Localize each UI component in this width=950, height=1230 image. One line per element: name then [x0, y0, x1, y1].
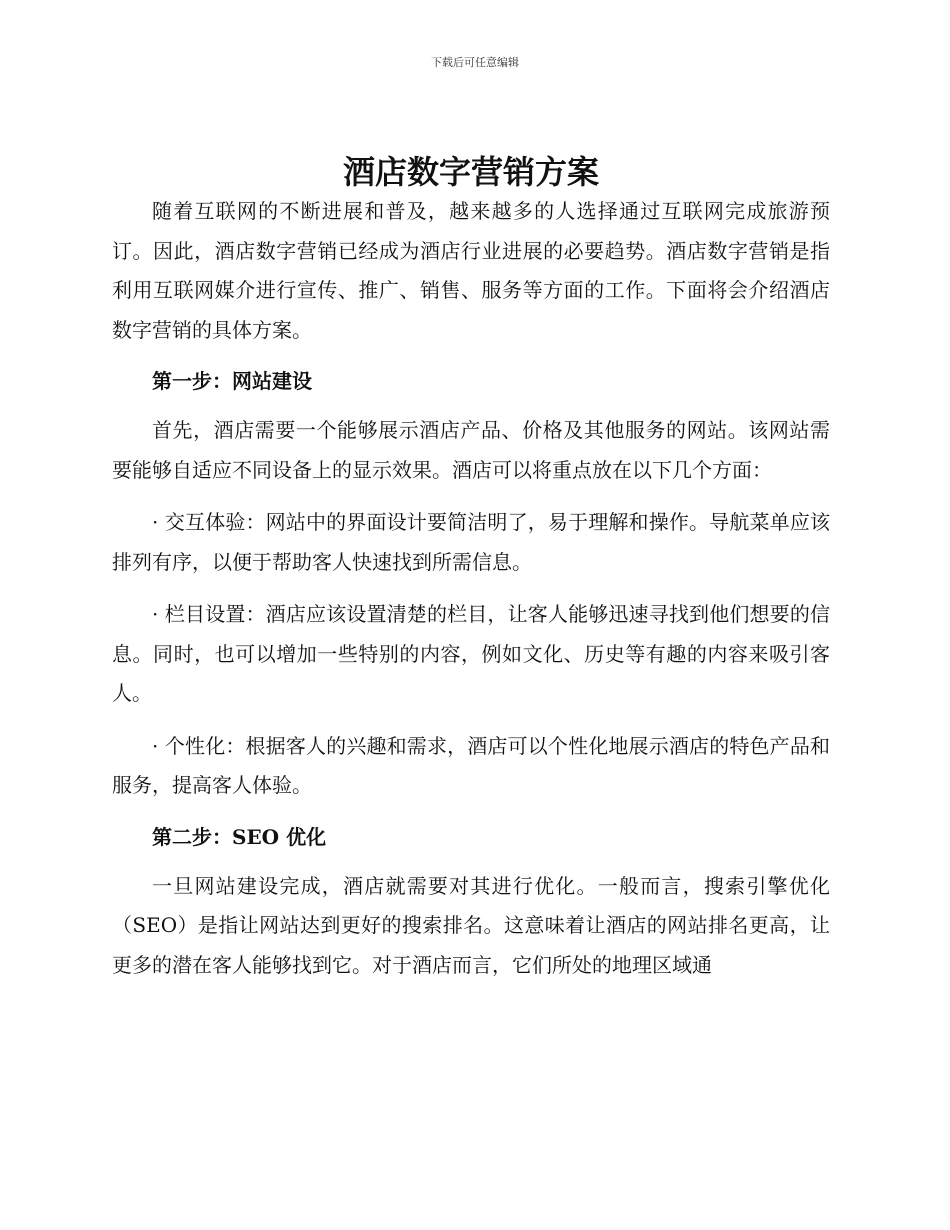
step1-heading: 第一步：网站建设	[152, 369, 312, 393]
page-header-note: 下载后可任意编辑	[431, 56, 519, 69]
document-title: 酒店数字营销方案	[342, 153, 599, 191]
intro-paragraph: 随着互联网的不断进展和普及，越来越多的人选择通过互联网完成旅游预订。因此，酒店数字营销已经成为酒店行业进展的必要趋势。酒店数字营销是指利用互联网媒介进行宣传、推广、销售、服务等方面的工作。下面将会介绍酒店数字营销的具体方案。	[112, 199, 830, 342]
step2-heading: 第二步：SEO 优化	[152, 824, 327, 849]
step2-paragraph: 一旦网站建设完成，酒店就需要对其进行优化。一般而言，搜索引擎优化（SEO）是指让网站达到更好的搜索排名。这意味着让酒店的网站排名更高，让更多的潜在客人能够找到它。对于酒店而言，它们所处的地理区域通	[112, 873, 830, 977]
step1-paragraph: 首先，酒店需要一个能够展示酒店产品、价格及其他服务的网站。该网站需要能够自适应不同设备上的显示效果。酒店可以将重点放在以下几个方面：	[112, 418, 830, 482]
document-body	[112, 148, 830, 998]
bullet-interaction: · 交互体验：网站中的界面设计要简洁明了，易于理解和操作。导航菜单应该排列有序，以便于帮助客人快速找到所需信息。	[112, 510, 830, 574]
bullet-personalization: · 个性化：根据客人的兴趣和需求，酒店可以个性化地展示酒店的特色产品和服务，提高客人体验。	[112, 733, 830, 797]
bullet-columns: · 栏目设置：酒店应该设置清楚的栏目，让客人能够迅速寻找到他们想要的信息。同时，也可以增加一些特别的内容，例如文化、历史等有趣的内容来吸引客人。	[112, 602, 830, 705]
